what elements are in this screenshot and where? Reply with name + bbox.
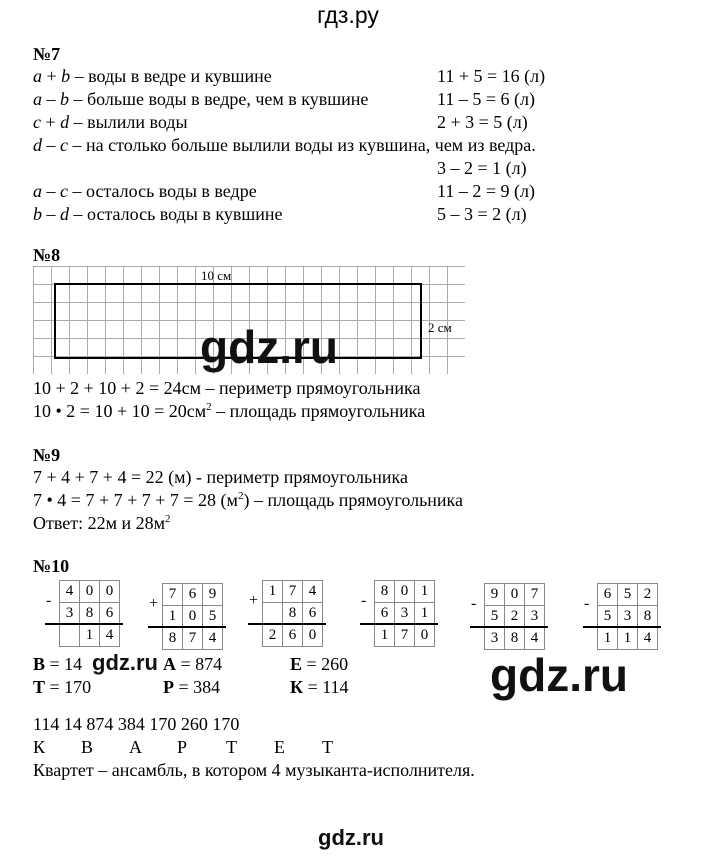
column-operator: - <box>471 595 477 612</box>
column-calc-5 <box>584 583 658 650</box>
task-7-calc-4: 3 – 2 = 1 (л) <box>437 158 527 178</box>
perimeter-line: 10 + 2 + 10 + 2 = 24см – периметр прямоугольника <box>33 378 421 398</box>
digit-cell: 3 <box>618 606 638 628</box>
task-7-calc-0: 11 + 5 = 16 (л) <box>437 66 546 86</box>
digit-cell: 1 <box>263 581 283 603</box>
digit-cell: 8 <box>283 603 303 625</box>
digit-cell: 4 <box>638 628 658 650</box>
digit-cell: 0 <box>100 581 120 603</box>
digit-cell <box>263 603 283 625</box>
sum-rule <box>470 626 548 628</box>
column-operator: - <box>584 595 590 612</box>
digit-cell: 1 <box>163 606 183 628</box>
watermark-center: gdz.ru <box>200 321 338 373</box>
task-8-number: №8 <box>33 245 61 265</box>
sum-rule <box>45 623 123 625</box>
word-letter-0: К <box>33 737 46 757</box>
conclusion: Квартет – ансамбль, в котором 4 музыканта-исполнителя. <box>33 760 475 780</box>
digit-cell: 6 <box>100 603 120 625</box>
task-7-row-1: a – b – больше воды в ведре, чем в кувшине <box>33 89 369 109</box>
word-letter-4: Т <box>226 737 237 757</box>
digit-cell: 0 <box>303 625 323 647</box>
digit-cell: 4 <box>203 628 223 650</box>
digit-cell: 4 <box>100 625 120 647</box>
column-operator: + <box>249 592 259 609</box>
digit-cell: 2 <box>263 625 283 647</box>
digit-cell: 6 <box>598 584 618 606</box>
watermark-bottom: gdz.ru <box>318 825 384 850</box>
digit-cell: 7 <box>183 628 203 650</box>
digit-cell: 9 <box>485 584 505 606</box>
column-operator: - <box>46 592 52 609</box>
digit-cell: 4 <box>60 581 80 603</box>
digit-cell: 3 <box>395 603 415 625</box>
digit-cell: 1 <box>415 581 435 603</box>
sum-rule <box>360 623 438 625</box>
column-calc-0 <box>46 580 120 647</box>
digit-cell: 8 <box>80 603 100 625</box>
column-operator: - <box>361 592 367 609</box>
task-7-calc-5: 11 – 2 = 9 (л) <box>437 181 535 201</box>
letter-t: Т = 170 <box>33 677 92 697</box>
task-7-number: №7 <box>33 44 61 64</box>
digit-cell <box>60 625 80 647</box>
letter-v: В = 14 <box>33 654 83 674</box>
letter-a: А = 874 <box>163 654 223 674</box>
sum-rule <box>248 623 326 625</box>
digit-cell: 4 <box>303 581 323 603</box>
digit-cell: 5 <box>598 606 618 628</box>
digit-cell: 8 <box>505 628 525 650</box>
column-calc-1 <box>149 583 223 650</box>
digit-cell: 0 <box>183 606 203 628</box>
task-9-area: 7 • 4 = 7 + 7 + 7 + 7 = 28 $(м^2)$ – площадь прямоугольника <box>33 490 464 510</box>
digit-cell: 6 <box>303 603 323 625</box>
digit-cell: 3 <box>60 603 80 625</box>
digit-cell: 5 <box>485 606 505 628</box>
rect-width-label: 10 см <box>201 268 232 283</box>
word-letter-3: Р <box>177 737 188 757</box>
digit-cell: 7 <box>395 625 415 647</box>
column-operator: + <box>149 595 159 612</box>
watermark-right: gdz.ru <box>490 649 628 701</box>
task-7-row-0: a + b – воды в ведре и кувшине <box>33 66 272 86</box>
digit-cell: 3 <box>485 628 505 650</box>
task-9-answer: Ответ: 22м и $28м^2$ <box>33 513 171 533</box>
site-title: гдз.ру <box>317 2 379 28</box>
digit-cell: 2 <box>638 584 658 606</box>
digit-cell: 0 <box>505 584 525 606</box>
digit-cell: 1 <box>598 628 618 650</box>
task-7-row-2: c + d – вылили воды <box>33 112 188 132</box>
letter-r: Р = 384 <box>163 677 221 697</box>
numbers-sequence: 114 14 874 384 170 260 170 <box>33 714 240 734</box>
digit-cell: 1 <box>415 603 435 625</box>
task-7-calc-2: 2 + 3 = 5 (л) <box>437 112 528 132</box>
word-letter-1: В <box>81 737 94 757</box>
task-9-number: №9 <box>33 445 61 465</box>
column-calc-2 <box>249 580 323 647</box>
column-calc-4 <box>471 583 545 650</box>
task-7-calc-6: 5 – 3 = 2 (л) <box>437 204 527 224</box>
sum-rule <box>583 626 661 628</box>
digit-cell: 1 <box>80 625 100 647</box>
digit-cell: 9 <box>203 584 223 606</box>
word-letter-5: Е <box>274 737 285 757</box>
word-letter-6: Т <box>322 737 333 757</box>
digit-cell: 3 <box>525 606 545 628</box>
digit-cell: 7 <box>163 584 183 606</box>
digit-cell: 7 <box>525 584 545 606</box>
task-9-perimeter: 7 + 4 + 7 + 4 = 22 (м) - периметр прямоугольника <box>33 467 408 487</box>
digit-cell: 0 <box>395 581 415 603</box>
area-line: 10 • $2 = 10 + 10 = 20см^2$ – площадь прямоугольника <box>33 401 426 421</box>
digit-cell: 6 <box>283 625 303 647</box>
sum-rule <box>148 626 226 628</box>
rect-height-label: 2 см <box>428 320 452 335</box>
digit-cell: 0 <box>415 625 435 647</box>
letter-e: Е = 260 <box>290 654 349 674</box>
digit-cell: 8 <box>163 628 183 650</box>
digit-cell: 0 <box>80 581 100 603</box>
digit-cell: 5 <box>618 584 638 606</box>
task-7-calc-1: 11 – 5 = 6 (л) <box>437 89 535 109</box>
task-7-row-3: d – c – на столько больше вылили воды из кувшина, чем из ведра. <box>33 135 536 155</box>
digit-cell: 6 <box>375 603 395 625</box>
letter-k: К = 114 <box>290 677 349 697</box>
digit-cell: 1 <box>375 625 395 647</box>
digit-cell: 4 <box>525 628 545 650</box>
digit-cell: 1 <box>618 628 638 650</box>
digit-cell: 2 <box>505 606 525 628</box>
digit-cell: 7 <box>283 581 303 603</box>
digit-cell: 8 <box>638 606 658 628</box>
task-7-row-6: b – d – осталось воды в кувшине <box>33 204 283 224</box>
task-7-row-5: a – c – осталось воды в ведре <box>33 181 257 201</box>
word-letter-2: А <box>129 737 142 757</box>
column-calc-3 <box>361 580 435 647</box>
digit-cell: 8 <box>375 581 395 603</box>
watermark-small: gdz.ru <box>92 650 158 675</box>
digit-cell: 6 <box>183 584 203 606</box>
task-10-number: №10 <box>33 556 70 576</box>
digit-cell: 5 <box>203 606 223 628</box>
